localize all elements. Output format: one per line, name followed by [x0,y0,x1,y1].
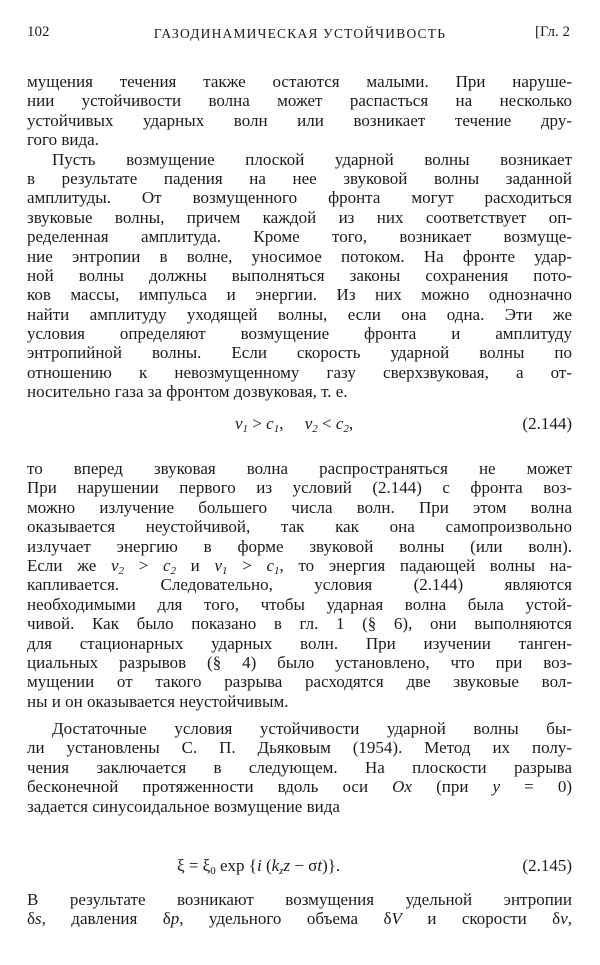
math-symbol: i [256,856,262,875]
text-line: ной волны должны выполняться законы сохранения пото- [27,265,572,285]
math-symbol: z [283,856,291,875]
subscript: 2 [343,423,349,435]
text-block [27,890,572,929]
equation-2-144 [27,414,572,436]
text-block [27,719,572,816]
math-symbol: c [335,414,344,433]
equation-expression [177,856,340,876]
text-segment: , удельного объема [179,909,384,929]
text-line: Достаточные условия устойчивости ударной волны бы- [52,719,572,738]
text-segment: , [279,414,305,433]
text-line: отношению к невозмущенному газу сверхзвуковая, а от- [27,362,572,382]
subscript: 0 [210,865,216,877]
math-symbol: v [235,414,243,433]
text-line: ределенная амплитуда. Кроме того, возникает возмуще- [27,227,572,247]
text-line: носительно газа за фронтом дозвуковая, т. е. [27,382,348,402]
subscript: 2 [170,564,176,577]
text-segment: exp { [215,856,257,875]
subscript: 2 [312,423,318,435]
math-symbol: v [560,909,568,929]
text-segment: δ [383,909,392,929]
math-symbol: c [162,555,171,575]
math-symbol: t [317,856,323,875]
text-line: можно излучение большего числа волн. При этом волна [27,497,572,517]
text-line: чения заключается в следующем. На плоскости разрыва [27,757,572,777]
text-line [27,556,572,575]
text-segment: бесконечной протяженности вдоль оси [27,777,393,797]
math-symbol: k [271,856,280,875]
math-symbol: y [492,777,501,797]
math-symbol: v [214,555,223,575]
text-line: звуковые волны, причем каждой из них соответствует оп- [27,207,572,227]
chapter-label: [Гл. 2 [534,24,570,40]
text-line: нии устойчивости волна может распасться на несколько [27,91,572,111]
text-segment: Если же [27,555,111,575]
text-segment: > [227,555,267,575]
subscript: 1 [274,564,280,577]
math-symbol: v [110,555,119,575]
text-segment: ξ = ξ [177,856,211,875]
running-title: ГАЗОДИНАМИЧЕСКАЯ УСТОЙЧИВОСТЬ [153,26,447,41]
text-line: гого вида. [27,130,99,150]
text-line: ли установлены С. П. Дьяковым (1954). Метод их полу- [27,738,572,758]
text-line: мущении от такого разрыва расходятся две звуковые вол- [27,672,572,692]
text-line: для стационарных ударных волн. При изучении танген- [27,633,572,653]
text-line: излучает энергию в форме звуковой волны (или волн). [27,536,572,556]
text-segment: , то энергия падающей волны на- [279,555,572,575]
text-segment: = 0) [500,777,573,797]
equation-expression [235,414,353,434]
text-line: оказывается неустойчивой, так как она самопроизвольно [27,517,572,537]
math-symbol: V [391,909,402,929]
text-line: ны и он оказывается неустойчивым. [27,691,289,711]
text-segment: > [248,414,267,433]
equation-number: (2.145) [522,856,572,875]
page-number: 102 [27,24,50,40]
text-block [27,72,572,402]
text-segment: − σ [290,856,318,875]
text-line: устойчивых ударных волн или возникает течение дру- [27,110,572,130]
text-line: чивой. Как было показано в гл. 1 (§ 6), они выполняются [27,614,572,634]
text-line: ние энтропии в волне, уносимое потоком. На фронте удар- [27,246,572,266]
text-segment: δ [552,909,561,929]
text-segment: , [348,414,354,433]
text-segment: и скорости [401,909,553,929]
text-segment: и [176,555,215,575]
text-segment: δ [162,909,171,929]
subscript: 1 [222,564,228,577]
text-segment: )}. [322,856,341,875]
text-line: то вперед звуковая волна распространяться не может [27,459,572,478]
math-symbol: c [266,555,275,575]
text-line: В результате возникают возмущения удельной энтропии [27,890,572,909]
math-symbol: Ox [392,777,412,797]
math-symbol: v [304,414,313,433]
equation-number: (2.144) [522,414,572,433]
text-line [27,909,572,928]
text-line: циальных разрывов (§ 4) было установлено, что при воз- [27,652,572,672]
text-segment: ( [261,856,272,875]
text-segment: < [317,414,336,433]
subscript: 1 [242,423,249,435]
subscript: z [279,865,284,877]
text-line: Пусть возмущение плоской ударной волны возникает [52,149,572,169]
text-line: в результате падения на нее звуковой волны заданной [27,168,572,188]
text-block [27,459,572,711]
math-symbol: s [35,909,42,929]
math-symbol: p [170,909,180,929]
text-segment: (при [411,777,493,797]
text-segment: δ [27,909,36,929]
text-segment: , давления [41,909,163,929]
text-line: капливается. Следовательно, условия (2.144) являются [27,575,572,595]
text-segment: , [567,909,572,929]
text-line: условия определяют возмущение фронта и амплитуду [27,324,572,344]
text-line: задается синусоидальное возмущение вида [27,796,340,816]
text-line: необходимыми для того, чтобы ударная волна была устой- [27,594,572,614]
text-line: амплитуды. От возмущенного фронта могут расходиться [27,188,572,208]
text-segment: > [124,555,163,575]
equation-2-145 [27,856,572,878]
text-line: найти амплитуду уходящей волны, если она одна. Эти же [27,304,572,324]
math-symbol: c [266,414,274,433]
text-line: энтропийной волны. Если скорость ударной волны по [27,343,572,363]
text-line [27,777,572,796]
text-line: ков массы, импульса и энергии. Из них можно однозначно [27,285,572,305]
text-line: мущения течения также остаются малыми. При наруше- [27,72,572,91]
text-line: При нарушении первого из условий (2.144) с фронта воз- [27,478,572,498]
subscript: 1 [273,423,280,435]
subscript: 2 [118,564,124,577]
